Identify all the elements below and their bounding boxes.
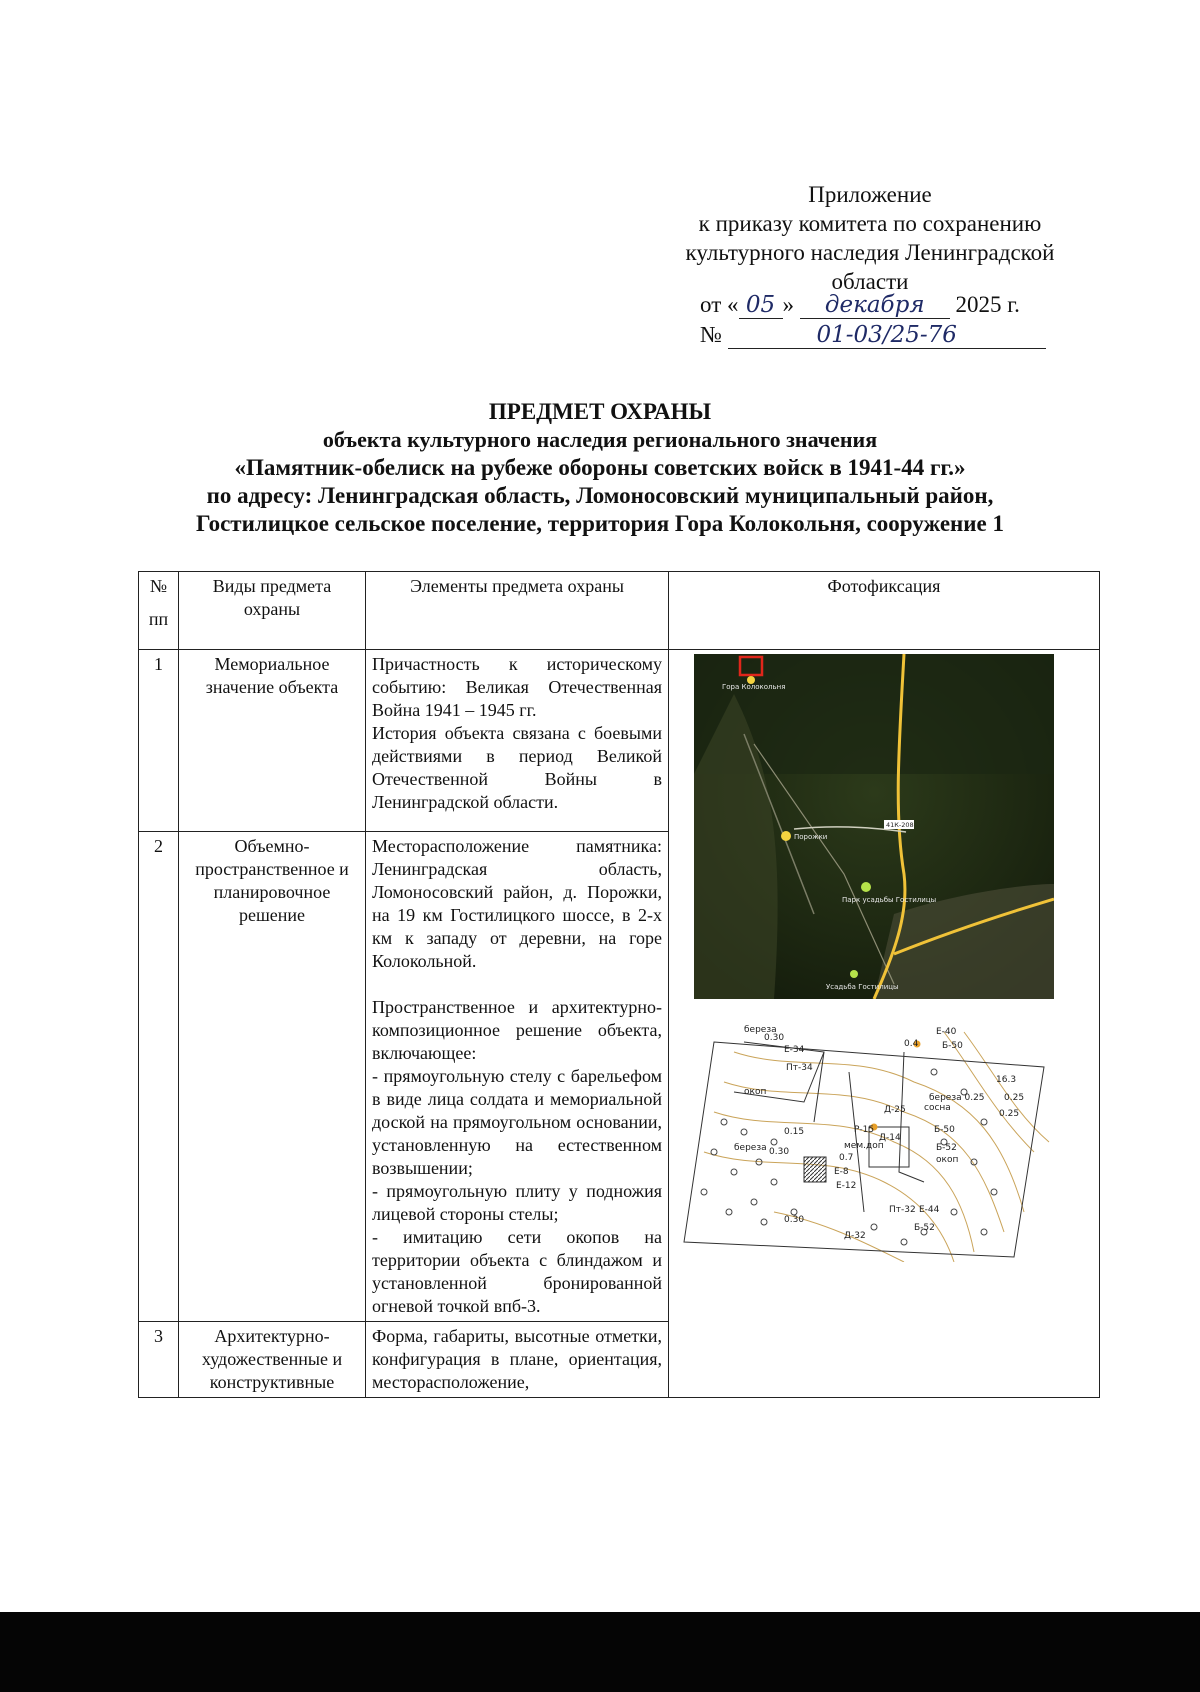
svg-text:Б-50: Б-50	[942, 1041, 963, 1051]
map-label: Порожки	[794, 833, 828, 841]
svg-text:Е-34: Е-34	[784, 1045, 805, 1055]
row-num: 1	[139, 650, 179, 832]
map-label: Парк усадьбы Гостилицы	[842, 896, 937, 904]
svg-text:Пт-34: Пт-34	[786, 1063, 813, 1073]
svg-text:Д-25: Д-25	[884, 1105, 906, 1115]
svg-text:Е-44: Е-44	[919, 1205, 940, 1215]
header-elements: Элементы предмета охраны	[366, 572, 669, 650]
svg-text:0.30: 0.30	[769, 1147, 790, 1157]
title-line: по адресу: Ленинградская область, Ломоносовский муниципальный район,	[206, 483, 994, 508]
svg-text:Е-40: Е-40	[936, 1027, 957, 1037]
appendix-line: области	[831, 269, 909, 294]
table-header-row	[139, 572, 1100, 650]
svg-text:окоп: окоп	[936, 1155, 959, 1165]
svg-text:сосна: сосна	[924, 1103, 951, 1113]
row-elements: Месторасположение памятника: Ленинградская область, Ломоносовский район, д. Порожки, на 19 км Гостилицкого шоссе, в 2-х км к западу от деревни, на горе Колокольной. Пространственное и архитектурно-композиционное решение объекта, включающее: - прямоугольную стелу с барельефом в виде лица солдата и мемориальной доской на прямоугольном основании, установленную на естественном возвышении; - прямоугольную плиту у подножия лицевой стороны стелы; - имитацию сети окопов на территории объекта с блиндажом и установленной бронированной огневой точкой впб-3.	[366, 832, 669, 1322]
svg-text:окоп: окоп	[744, 1087, 767, 1097]
svg-text:Д-14: Д-14	[879, 1133, 901, 1143]
svg-text:Р-15: Р-15	[854, 1125, 875, 1135]
protection-table	[138, 571, 1100, 1398]
road-label: 41К-208	[886, 821, 914, 829]
order-number: 01-03/25-76	[728, 322, 1046, 349]
row-elements: Причастность к историческому событию: Великая Отечественная Война 1941 – 1945 гг. История объекта связана с боевыми действиями в период Великой Отечественной Войны в Ленинградской области.	[366, 650, 669, 832]
svg-text:Д-32: Д-32	[844, 1231, 866, 1241]
svg-text:Б-52: Б-52	[914, 1223, 935, 1233]
svg-text:0.25: 0.25	[999, 1109, 1020, 1119]
svg-text:0.15: 0.15	[784, 1127, 805, 1137]
header-num: № пп	[139, 572, 179, 650]
svg-text:береза 0.25: береза 0.25	[929, 1093, 985, 1103]
svg-text:Пт-32: Пт-32	[889, 1205, 916, 1215]
appendix-line: к приказу комитета по сохранению	[698, 211, 1042, 236]
row-num: 3	[139, 1322, 179, 1398]
svg-text:мем.доп: мем.доп	[844, 1141, 884, 1151]
row-type: Объемно-пространственное и планировочное решение	[179, 832, 366, 1322]
title-line: объекта культурного наследия регионального значения	[322, 427, 878, 452]
table-row	[139, 650, 1100, 832]
map-label: Гора Колокольня	[722, 683, 786, 691]
photo-cell	[669, 650, 1100, 1398]
svg-text:береза: береза	[744, 1025, 777, 1035]
satellite-map-image	[694, 654, 1054, 999]
document-title	[120, 398, 1080, 538]
order-number-line: № 01-03/25-76	[700, 322, 1080, 349]
svg-text:0.30: 0.30	[764, 1033, 785, 1043]
appendix-title: Приложение	[808, 182, 932, 207]
title-heading: ПРЕДМЕТ ОХРАНЫ	[488, 399, 712, 424]
order-date-line: от « 05 » декабря 2025 г.	[700, 292, 1020, 318]
svg-text:0.4: 0.4	[904, 1039, 919, 1049]
svg-text:береза: береза	[734, 1143, 767, 1153]
svg-text:16.3: 16.3	[996, 1075, 1017, 1085]
row-elements: Форма, габариты, высотные отметки, конфигурация в плане, ориентация, месторасположение,	[366, 1322, 669, 1398]
map-label: Усадьба Гостилицы	[826, 983, 899, 991]
svg-text:Б-50: Б-50	[934, 1125, 955, 1135]
svg-text:Е-8: Е-8	[834, 1167, 849, 1177]
topographic-plan-image	[674, 1012, 1054, 1262]
svg-text:0.25: 0.25	[1004, 1093, 1025, 1103]
svg-text:0.7: 0.7	[839, 1153, 854, 1163]
svg-text:Б-52: Б-52	[936, 1143, 957, 1153]
appendix-block	[640, 180, 1100, 296]
svg-text:Е-12: Е-12	[836, 1181, 857, 1191]
row-type: Архитектурно-художественные и конструктивные	[179, 1322, 366, 1398]
svg-text:0.30: 0.30	[784, 1215, 805, 1225]
header-photo: Фотофиксация	[669, 572, 1100, 650]
row-type: Мемориальное значение объекта	[179, 650, 366, 832]
title-line: «Памятник-обелиск на рубеже обороны советских войск в 1941-44 гг.»	[234, 455, 966, 480]
scan-bottom-border	[0, 1612, 1200, 1692]
order-year: 2025 г.	[955, 292, 1020, 317]
order-month: декабря	[800, 292, 950, 319]
order-day: 05	[739, 292, 783, 319]
header-types: Виды предмета охраны	[179, 572, 366, 650]
title-line: Гостилицкое сельское поселение, территория Гора Колокольня, сооружение 1	[195, 511, 1005, 536]
row-num: 2	[139, 832, 179, 1322]
appendix-line: культурного наследия Ленинградской	[685, 240, 1055, 265]
